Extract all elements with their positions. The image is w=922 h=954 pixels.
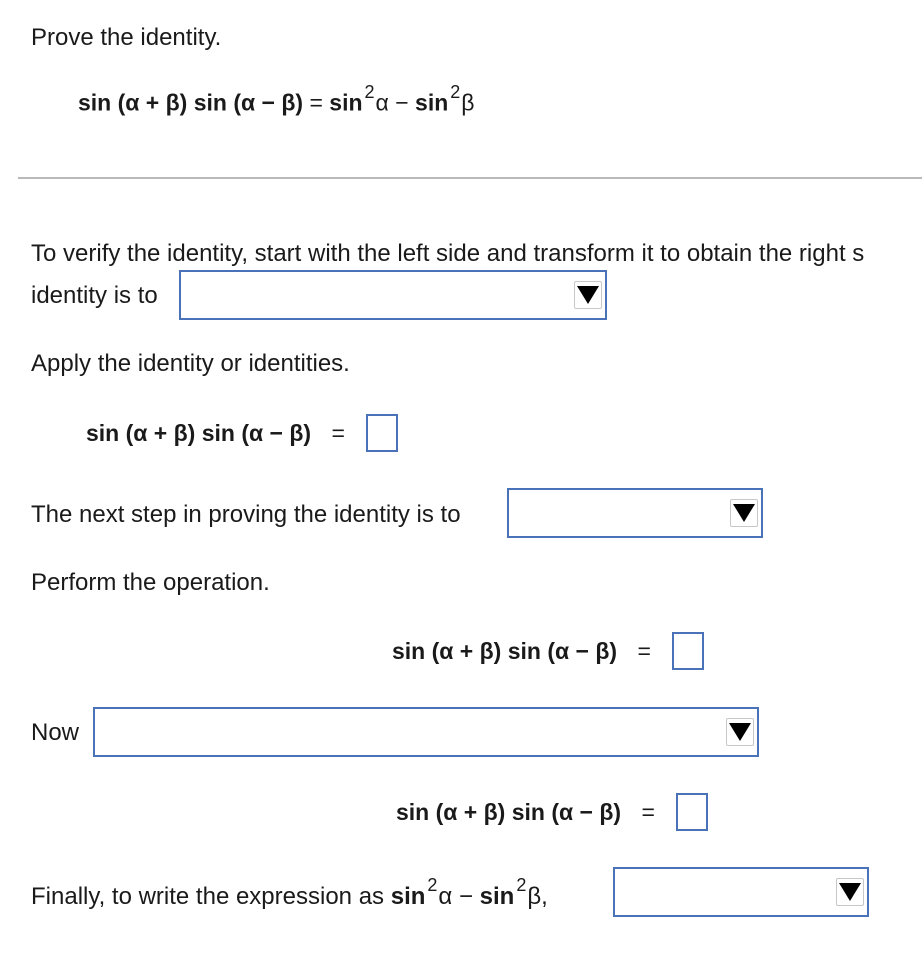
identity-rhs-exp2: 2 (450, 82, 461, 102)
step2-answer-box[interactable] (366, 414, 398, 452)
step4-equals: = (637, 638, 651, 664)
step2-expression (86, 420, 345, 447)
identity-equals: = (309, 89, 323, 116)
step2-expr: sin (α + β) sin (α − β) (86, 420, 312, 446)
step4-expr: sin (α + β) sin (α − β) (392, 638, 618, 664)
step6-var2: β, (527, 883, 548, 910)
identity-rhs-var1: α (375, 89, 389, 116)
step6-text (31, 875, 548, 911)
step5-label: Now (31, 719, 80, 746)
identity-rhs-sin1: sin (329, 89, 363, 116)
identity-rhs-minus: − (395, 89, 409, 116)
step6-dropdown[interactable] (613, 867, 869, 917)
identity-rhs-sin2: sin (415, 89, 449, 116)
step4-instruction: Perform the operation. (31, 569, 270, 596)
identity-expression (78, 82, 475, 117)
step6-sin1: sin (390, 883, 426, 910)
step3-dropdown[interactable] (507, 488, 763, 538)
step5-expr: sin (α + β) sin (α − β) (396, 799, 622, 825)
step5-dropdown-arrow[interactable] (723, 709, 757, 755)
step2-instruction: Apply the identity or identities. (31, 350, 350, 377)
step1-text-line2: identity is to (31, 282, 158, 309)
step5-equals: = (641, 799, 655, 825)
step3-text: The next step in proving the identity is to (31, 501, 461, 528)
step5-answer-box[interactable] (676, 793, 708, 831)
step6-dropdown-arrow[interactable] (833, 869, 867, 915)
identity-rhs-exp1: 2 (364, 82, 375, 102)
step6-minus: − (458, 883, 473, 910)
step2-equals: = (331, 420, 345, 446)
step6-exp2: 2 (516, 875, 527, 895)
section-divider (18, 177, 922, 179)
identity-lhs: sin (α + β) sin (α − β) (78, 89, 304, 116)
step5-dropdown[interactable] (93, 707, 759, 757)
step3-dropdown-arrow[interactable] (727, 490, 761, 536)
step6-var1: α (438, 883, 453, 910)
prompt-text: Prove the identity. (31, 24, 222, 51)
step4-answer-box[interactable] (672, 632, 704, 670)
step6-exp1: 2 (427, 875, 438, 895)
step1-dropdown[interactable] (179, 270, 607, 320)
step5-expression (396, 799, 655, 826)
step6-lead: Finally, to write the expression as (31, 883, 385, 910)
step4-expression (392, 638, 651, 665)
step6-sin2: sin (479, 883, 515, 910)
step1-dropdown-arrow[interactable] (571, 272, 605, 318)
identity-rhs-var2: β (461, 89, 475, 116)
step1-text-line1: To verify the identity, start with the left side and transform it to obtain the right s (31, 240, 865, 267)
